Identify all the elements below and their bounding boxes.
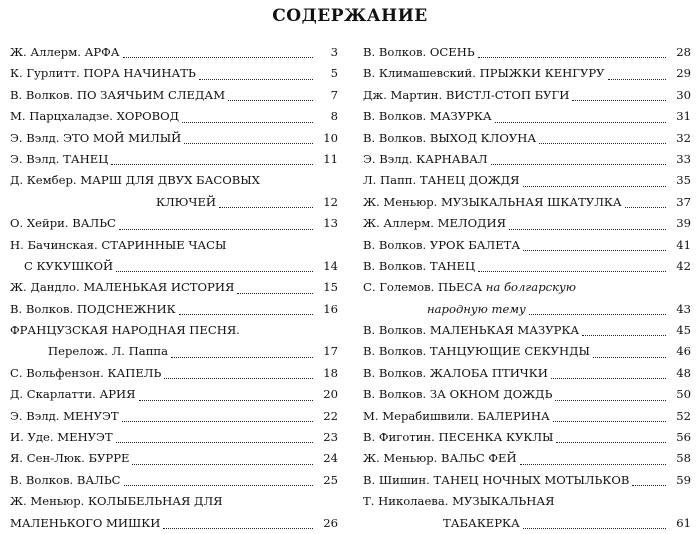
entry-title: В. Климашевский. ПРЫЖКИ КЕНГУРУ [363,66,605,81]
entry-title: В. Волков. ЖАЛОБА ПТИЧКИ [363,365,548,380]
entry-title: Э. Вэлд. МЕНУЭТ [10,408,119,423]
leader-dots [529,314,666,315]
toc-entry [10,277,338,298]
toc-entry [10,448,338,469]
entry-page: 16 [323,301,338,316]
entry-page: 35 [676,173,691,188]
leader-dots [182,122,313,123]
entry-page: 26 [323,515,338,530]
entry-title: М. Парцхаладзе. ХОРОВОД [10,109,180,124]
toc-entry [363,63,691,84]
entry-page: 32 [676,130,691,145]
entry-page: 5 [330,66,338,81]
leader-dots [625,207,666,208]
entry-title: В. Волков. ПОДСНЕЖНИК [10,301,176,316]
entry-page: 15 [323,280,338,295]
entry-title: В. Шишин. ТАНЕЦ НОЧНЫХ МОТЫЛЬКОВ [363,472,630,487]
entry-title: ФРАНЦУЗСКАЯ НАРОДНАЯ ПЕСНЯ. [10,323,240,338]
leader-dots [132,464,313,465]
leader-dots [478,57,666,58]
leader-dots [523,250,666,251]
toc-entry [363,170,691,191]
leader-dots [553,421,666,422]
entry-page: 59 [676,472,691,487]
leader-dots [199,79,313,80]
entry-title: Ж. Меньюр. ВАЛЬС ФЕЙ [363,451,517,466]
toc-column-left [10,42,338,534]
toc-entry [363,406,691,427]
entry-page: 46 [676,344,691,359]
entry-page: 3 [330,44,338,59]
toc-entry [363,384,691,405]
entry-title: Н. Бачинская. СТАРИННЫЕ ЧАСЫ [10,237,227,252]
toc-entry [363,213,691,234]
leader-dots [116,442,313,443]
leader-dots [122,421,313,422]
toc-entry [363,149,691,170]
entry-title: Д. Скарлатти. АРИЯ [10,387,136,402]
entry-title-continued: С КУКУШКОЙ [24,258,114,273]
entry-title: МАЛЕНЬКОГО МИШКИ [10,515,161,530]
toc-entry-continued [10,341,338,362]
entry-title: В. Волков. МАЛЕНЬКАЯ МАЗУРКА [363,323,580,338]
entry-page: 18 [323,365,338,380]
leader-dots [184,143,313,144]
entry-page: 23 [323,430,338,445]
entry-title-upright: С. Големов. ПЬЕСА [363,280,483,295]
toc-entry [363,192,691,213]
entry-title: О. Хейри. ВАЛЬС [10,216,116,231]
entry-page: 29 [676,66,691,81]
toc-entry-continued [10,192,338,213]
entry-title: Ж. Аллерм. МЕЛОДИЯ [363,216,506,231]
leader-dots [124,485,313,486]
leader-dots [520,464,666,465]
leader-dots [237,293,313,294]
toc-entry [10,63,338,84]
leader-dots [555,400,666,401]
toc-entry [10,235,338,256]
entry-page: 52 [676,408,691,423]
entry-title: С. Вольфензон. КАПЕЛЬ [10,365,162,380]
toc-entry-continued [10,256,338,277]
entry-title: В. Волков. ТАНЦУЮЩИЕ СЕКУНДЫ [363,344,590,359]
entry-page: 48 [676,365,691,380]
toc-entry [10,406,338,427]
entry-page: 45 [676,323,691,338]
toc-entry [363,106,691,127]
toc-entry [363,513,691,534]
entry-page: 31 [676,109,691,124]
entry-title: М. Мерабишвили. БАЛЕРИНА [363,408,550,423]
toc-entry [363,85,691,106]
entry-page: 7 [330,87,338,102]
entry-title: ТАБАКЕРКА [443,515,520,530]
entry-page: 22 [323,408,338,423]
entry-title: Я. Сен-Люк. БУРРЕ [10,451,130,466]
entry-title-italic: на болгарскую [485,280,576,295]
toc-entry [363,128,691,149]
toc-entry [10,170,338,191]
entry-title: Ж. Аллерм. АРФА [10,44,120,59]
toc-entry [363,235,691,256]
entry-title-continued: Перелож. Л. Паппа [48,344,169,359]
entry-title: Ж. Дандло. МАЛЕНЬКАЯ ИСТОРИЯ [10,280,235,295]
toc-entry [10,363,338,384]
entry-page: 24 [323,451,338,466]
toc-entry [363,363,691,384]
toc-entry [10,513,338,534]
entry-page: 14 [323,258,338,273]
toc-entry [363,427,691,448]
entry-title: В. Волков. ТАНЕЦ [363,258,476,273]
entry-title: В. Волков. МАЗУРКА [363,109,492,124]
toc-entry [363,470,691,491]
leader-dots [123,57,313,58]
leader-dots [111,164,313,165]
entry-page: 12 [323,194,338,209]
entry-page: 25 [323,472,338,487]
entry-page: 39 [676,216,691,231]
entry-title: Э. Вэлд. КАРНАВАЛ [363,151,488,166]
toc-entry [10,85,338,106]
entry-title: В. Волков. УРОК БАЛЕТА [363,237,521,252]
leader-dots [164,378,313,379]
toc-entry [10,427,338,448]
entry-page: 11 [323,151,338,166]
entry-title: Э. Вэлд. ЭТО МОЙ МИЛЫЙ [10,130,182,145]
entry-title: В. Волков. ЗА ОКНОМ ДОЖДЬ [363,387,553,402]
toc-entry [10,42,338,63]
toc-entry [10,470,338,491]
entry-page: 20 [323,387,338,402]
leader-dots [523,528,666,529]
entry-title: Ж. Меньюр. КОЛЫБЕЛЬНАЯ ДЛЯ [10,494,223,509]
entry-page: 41 [676,237,691,252]
leader-dots [139,400,313,401]
entry-title: В. Волков. ПО ЗАЯЧЬИМ СЛЕДАМ [10,87,226,102]
leader-dots [219,207,313,208]
toc-entry [10,320,338,341]
entry-page: 61 [676,515,691,530]
entry-page: 37 [676,194,691,209]
toc-entry [363,277,691,298]
toc-entry [10,213,338,234]
leader-dots [551,378,666,379]
leader-dots [478,271,666,272]
toc-entry [10,149,338,170]
entry-page: 13 [323,216,338,231]
toc-entry [363,320,691,341]
leader-dots [582,335,666,336]
leader-dots [491,164,666,165]
entry-page: 33 [676,151,691,166]
leader-dots [228,100,313,101]
leader-dots [179,314,313,315]
leader-dots [116,271,313,272]
toc-entry [363,256,691,277]
entry-title: К. Гурлитт. ПОРА НАЧИНАТЬ [10,66,196,81]
entry-title: Ж. Меньюр. МУЗЫКАЛЬНАЯ ШКАТУЛКА [363,194,622,209]
toc-entry [363,448,691,469]
entry-title: В. Фиготин. ПЕСЕНКА КУКЛЫ [363,430,554,445]
leader-dots [632,485,666,486]
toc-entry [363,42,691,63]
leader-dots [608,79,666,80]
entry-title-continued: народную тему [427,301,526,316]
entry-title: Э. Вэлд. ТАНЕЦ [10,151,109,166]
leader-dots [509,229,666,230]
toc-entry [363,341,691,362]
entry-title: В. Волков. ВЫХОД КЛОУНА [363,130,537,145]
entry-page: 8 [330,109,338,124]
toc-entry-continued [363,299,691,320]
entry-title: В. Волков. ОСЕНЬ [363,44,475,59]
entry-title-continued: КЛЮЧЕЙ [156,194,217,209]
toc-entry [10,384,338,405]
toc-column-right [363,42,691,534]
entry-title [363,277,576,298]
leader-dots [556,442,666,443]
entry-title: Т. Николаева. МУЗЫКАЛЬНАЯ [363,494,555,509]
entry-page: 58 [676,451,691,466]
entry-title: И. Уде. МЕНУЭТ [10,430,113,445]
toc-entry [10,299,338,320]
entry-page: 56 [676,430,691,445]
leader-dots [171,357,313,358]
leader-dots [495,122,666,123]
entry-title: Д. Кембер. МАРШ ДЛЯ ДВУХ БАСОВЫХ [10,173,260,188]
entry-title: Дж. Мартин. ВИСТЛ-СТОП БУГИ [363,87,570,102]
leader-dots [593,357,666,358]
toc-entry [363,491,691,512]
leader-dots [572,100,666,101]
entry-page: 10 [323,130,338,145]
entry-page: 28 [676,44,691,59]
page-title: СОДЕРЖАНИЕ [272,6,428,26]
leader-dots [119,229,313,230]
entry-page: 30 [676,87,691,102]
leader-dots [163,528,313,529]
entry-page: 42 [676,258,691,273]
entry-title: В. Волков. ВАЛЬС [10,472,121,487]
entry-title: Л. Папп. ТАНЕЦ ДОЖДЯ [363,173,520,188]
toc-entry [10,106,338,127]
toc-entry [10,491,338,512]
leader-dots [523,186,666,187]
toc-entry [10,128,338,149]
entry-page: 43 [676,301,691,316]
entry-page: 50 [676,387,691,402]
entry-page: 17 [323,344,338,359]
leader-dots [539,143,666,144]
